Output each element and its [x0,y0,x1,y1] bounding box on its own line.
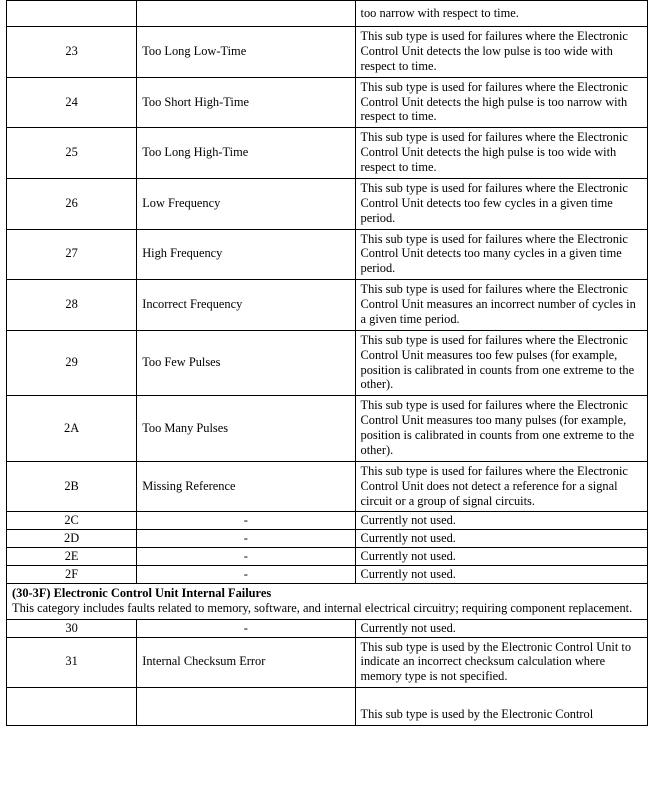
cell-name: Too Many Pulses [137,396,355,462]
cell-code [7,1,137,27]
table-row [7,396,648,462]
cell-code: 2B [7,461,137,512]
cell-code: 30 [7,619,137,637]
table-row [7,27,648,78]
cell-code: 29 [7,330,137,396]
table-row [7,461,648,512]
table-row [7,229,648,280]
cell-description: Currently not used. [355,548,647,566]
table-row [7,330,648,396]
section-title: (30-3F) Electronic Control Unit Internal Failures [12,585,272,600]
cell-description: too narrow with respect to time. [355,1,647,27]
cell-code: 26 [7,178,137,229]
cell-name: Too Long High-Time [137,128,355,179]
table-body [7,1,648,726]
cell-name [137,688,355,726]
cell-description: This sub type is used for failures where the Electronic Control Unit detects the high pulse is too narrow with respect to time. [355,77,647,128]
cell-name: - [137,548,355,566]
cell-code: 2A [7,396,137,462]
cell-name: Too Long Low-Time [137,27,355,78]
cell-description: This sub type is used by the Electronic Control Unit to indicate an incorrect checksum calculation where memory type is not specified. [355,637,647,688]
cell-code: 2F [7,566,137,584]
table-row [7,178,648,229]
cell-description: This sub type is used for failures where the Electronic Control Unit measures an incorrect number of cycles in a given time period. [355,280,647,331]
cell-name: High Frequency [137,229,355,280]
table-row [7,619,648,637]
cell-code: 27 [7,229,137,280]
cell-code [7,688,137,726]
cell-description: Currently not used. [355,530,647,548]
table-section-row [7,583,648,619]
table-row [7,688,648,726]
cell-name: Too Short High-Time [137,77,355,128]
cell-name: Internal Checksum Error [137,637,355,688]
cell-name: - [137,619,355,637]
section-cell [7,583,648,619]
table-row [7,128,648,179]
cell-name: Low Frequency [137,178,355,229]
sub-type-code-table [6,0,648,726]
table-row [7,548,648,566]
cell-description: This sub type is used for failures where the Electronic Control Unit detects the low pulse is too wide with respect to time. [355,27,647,78]
cell-name: - [137,512,355,530]
cell-description: Currently not used. [355,619,647,637]
table-row [7,280,648,331]
table-row [7,566,648,584]
cell-description: This sub type is used for failures where the Electronic Control Unit detects too few cycles in a given time period. [355,178,647,229]
table-row [7,1,648,27]
cell-description: This sub type is used for failures where the Electronic Control Unit does not detect a reference for a signal circuit or a group of signal circuits. [355,461,647,512]
cell-name: Missing Reference [137,461,355,512]
cell-code: 31 [7,637,137,688]
cell-description: This sub type is used by the Electronic Control [355,688,647,726]
cell-name [137,1,355,27]
cell-description: This sub type is used for failures where the Electronic Control Unit measures too many pulses (for example, position is calibrated in counts from one extreme to the other). [355,396,647,462]
cell-description: This sub type is used for failures where the Electronic Control Unit detects too many cycles in a given time period. [355,229,647,280]
cell-code: 28 [7,280,137,331]
cell-description: Currently not used. [355,512,647,530]
cell-code: 25 [7,128,137,179]
cell-description: Currently not used. [355,566,647,584]
cell-code: 2E [7,548,137,566]
cell-name: - [137,566,355,584]
cell-code: 2D [7,530,137,548]
table-row [7,512,648,530]
cell-name: Incorrect Frequency [137,280,355,331]
cell-description: This sub type is used for failures where the Electronic Control Unit measures too few pulses (for example, position is calibrated in counts from one extreme to the other). [355,330,647,396]
cell-description: This sub type is used for failures where the Electronic Control Unit detects the high pulse is too wide with respect to time. [355,128,647,179]
table-row [7,637,648,688]
cell-code: 23 [7,27,137,78]
cell-name: Too Few Pulses [137,330,355,396]
cell-name: - [137,530,355,548]
table-row [7,77,648,128]
section-body: This category includes faults related to memory, software, and internal electrical circuitry; requiring component replacement. [12,600,633,615]
cell-code: 2C [7,512,137,530]
table-row [7,530,648,548]
cell-code: 24 [7,77,137,128]
